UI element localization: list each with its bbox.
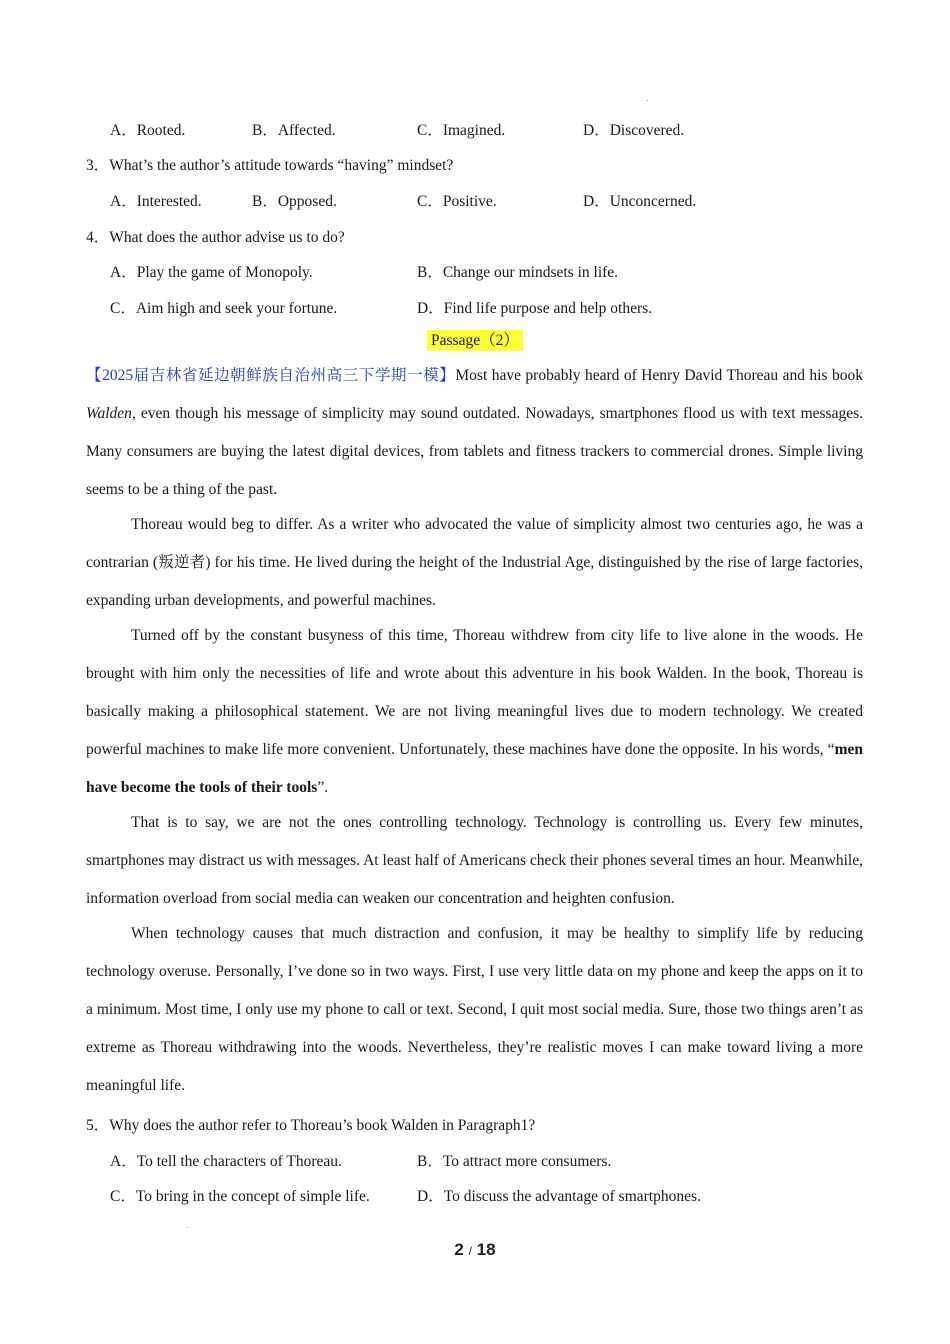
question-5-stem: 5．Why does the author refer to Thoreau’s book Walden in Paragraph1?	[86, 1117, 536, 1134]
paragraph-1-text-b: , even though his message of simplicity may sound outdated. Nowadays, smartphones flood us with text messages. Many consumers are buying the latest digital devices, from tablets and fitness trackers to commercial drones. Simple living seems to be a thing of the past.	[86, 405, 863, 498]
q5-option-b[interactable]: B．To attract more consumers.	[417, 1153, 612, 1170]
q2-option-c[interactable]: C．Imagined.	[417, 122, 506, 139]
q4-option-b[interactable]: B．Change our mindsets in life.	[417, 264, 619, 281]
source-tag: 【2025届吉林省延边朝鲜族自治州高三下学期一模】	[86, 367, 456, 384]
q4-option-a[interactable]: A．Play the game of Monopoly.	[110, 264, 313, 281]
q4-option-c[interactable]: C．Aim high and seek your fortune.	[110, 300, 338, 317]
current-page: 2	[454, 1240, 464, 1259]
q3-option-c[interactable]: C．Positive.	[417, 193, 497, 210]
paragraph-5: When technology causes that much distraction and confusion, it may be healthy to simplify life by reducing technology overuse. Personally, I’ve done so in two ways. First, I use very little data on my phone and keep the apps on it to a minimum. Most time, I only use my phone to call or text. Second, I quit most social media. Sure, those two things aren’t as extreme as Thoreau withdrawing into the woods. Nevertheless, they’re realistic moves I can make toward living a more meaningful life.	[86, 925, 863, 1094]
page-separator: /	[468, 1244, 472, 1258]
q5-option-c[interactable]: C．To bring in the concept of simple life.	[110, 1188, 370, 1205]
book-title-italic: Walden	[86, 405, 132, 422]
q2-option-a[interactable]: A．Rooted.	[110, 122, 186, 139]
passage-label: Passage（2）	[427, 330, 523, 351]
total-pages: 18	[476, 1240, 496, 1259]
q3-option-a[interactable]: A．Interested.	[110, 193, 202, 210]
paragraph-3-text-b: ”.	[317, 779, 329, 796]
paragraph-1	[86, 357, 863, 509]
paragraph-3	[86, 617, 863, 807]
page-number	[0, 1240, 950, 1260]
paragraph-3-text-a: Turned off by the constant busyness of this time, Thoreau withdrew from city life to live alone in the woods. He brought with him only the necessities of life and wrote about this adventure in his book Walden. In the book, Thoreau is basically making a philosophical statement. We are not living meaningful lives due to modern technology. We created powerful machines to make life more convenient. Unfortunately, these machines have done the opposite. In his words, “	[86, 627, 863, 758]
scan-dot	[647, 100, 648, 101]
paragraph-4: That is to say, we are not the ones controlling technology. Technology is controlling us. Every few minutes, smartphones may distract us with messages. At least half of Americans check their phones several times an hour. Meanwhile, information overload from social media can weaken our concentration and heighten confusion.	[86, 814, 863, 907]
q4-option-d[interactable]: D．Find life purpose and help others.	[417, 300, 653, 317]
question-3-stem: 3．What’s the author’s attitude towards “having” mindset?	[86, 157, 454, 174]
question-4-stem: 4．What does the author advise us to do?	[86, 229, 345, 246]
paragraph-2: Thoreau would beg to differ. As a writer who advocated the value of simplicity almost two centuries ago, he was a contrarian (叛逆者) for his time. He lived during the height of the Industrial Age, distinguished by the rise of large factories, expanding urban developments, and powerful machines.	[86, 516, 863, 609]
q2-option-d[interactable]: D．Discovered.	[583, 122, 685, 139]
q3-option-b[interactable]: B．Opposed.	[252, 193, 337, 210]
q2-option-b[interactable]: B．Affected.	[252, 122, 336, 139]
scan-dot	[187, 1227, 188, 1228]
q3-option-d[interactable]: D．Unconcerned.	[583, 193, 697, 210]
quote-bold: men have become the tools of their tools	[86, 741, 863, 796]
q5-option-a[interactable]: A．To tell the characters of Thoreau.	[110, 1153, 342, 1170]
paragraph-1-text-a: Most have probably heard of Henry David Thoreau and his book	[455, 367, 863, 384]
q5-option-d[interactable]: D．To discuss the advantage of smartphones.	[417, 1188, 701, 1205]
